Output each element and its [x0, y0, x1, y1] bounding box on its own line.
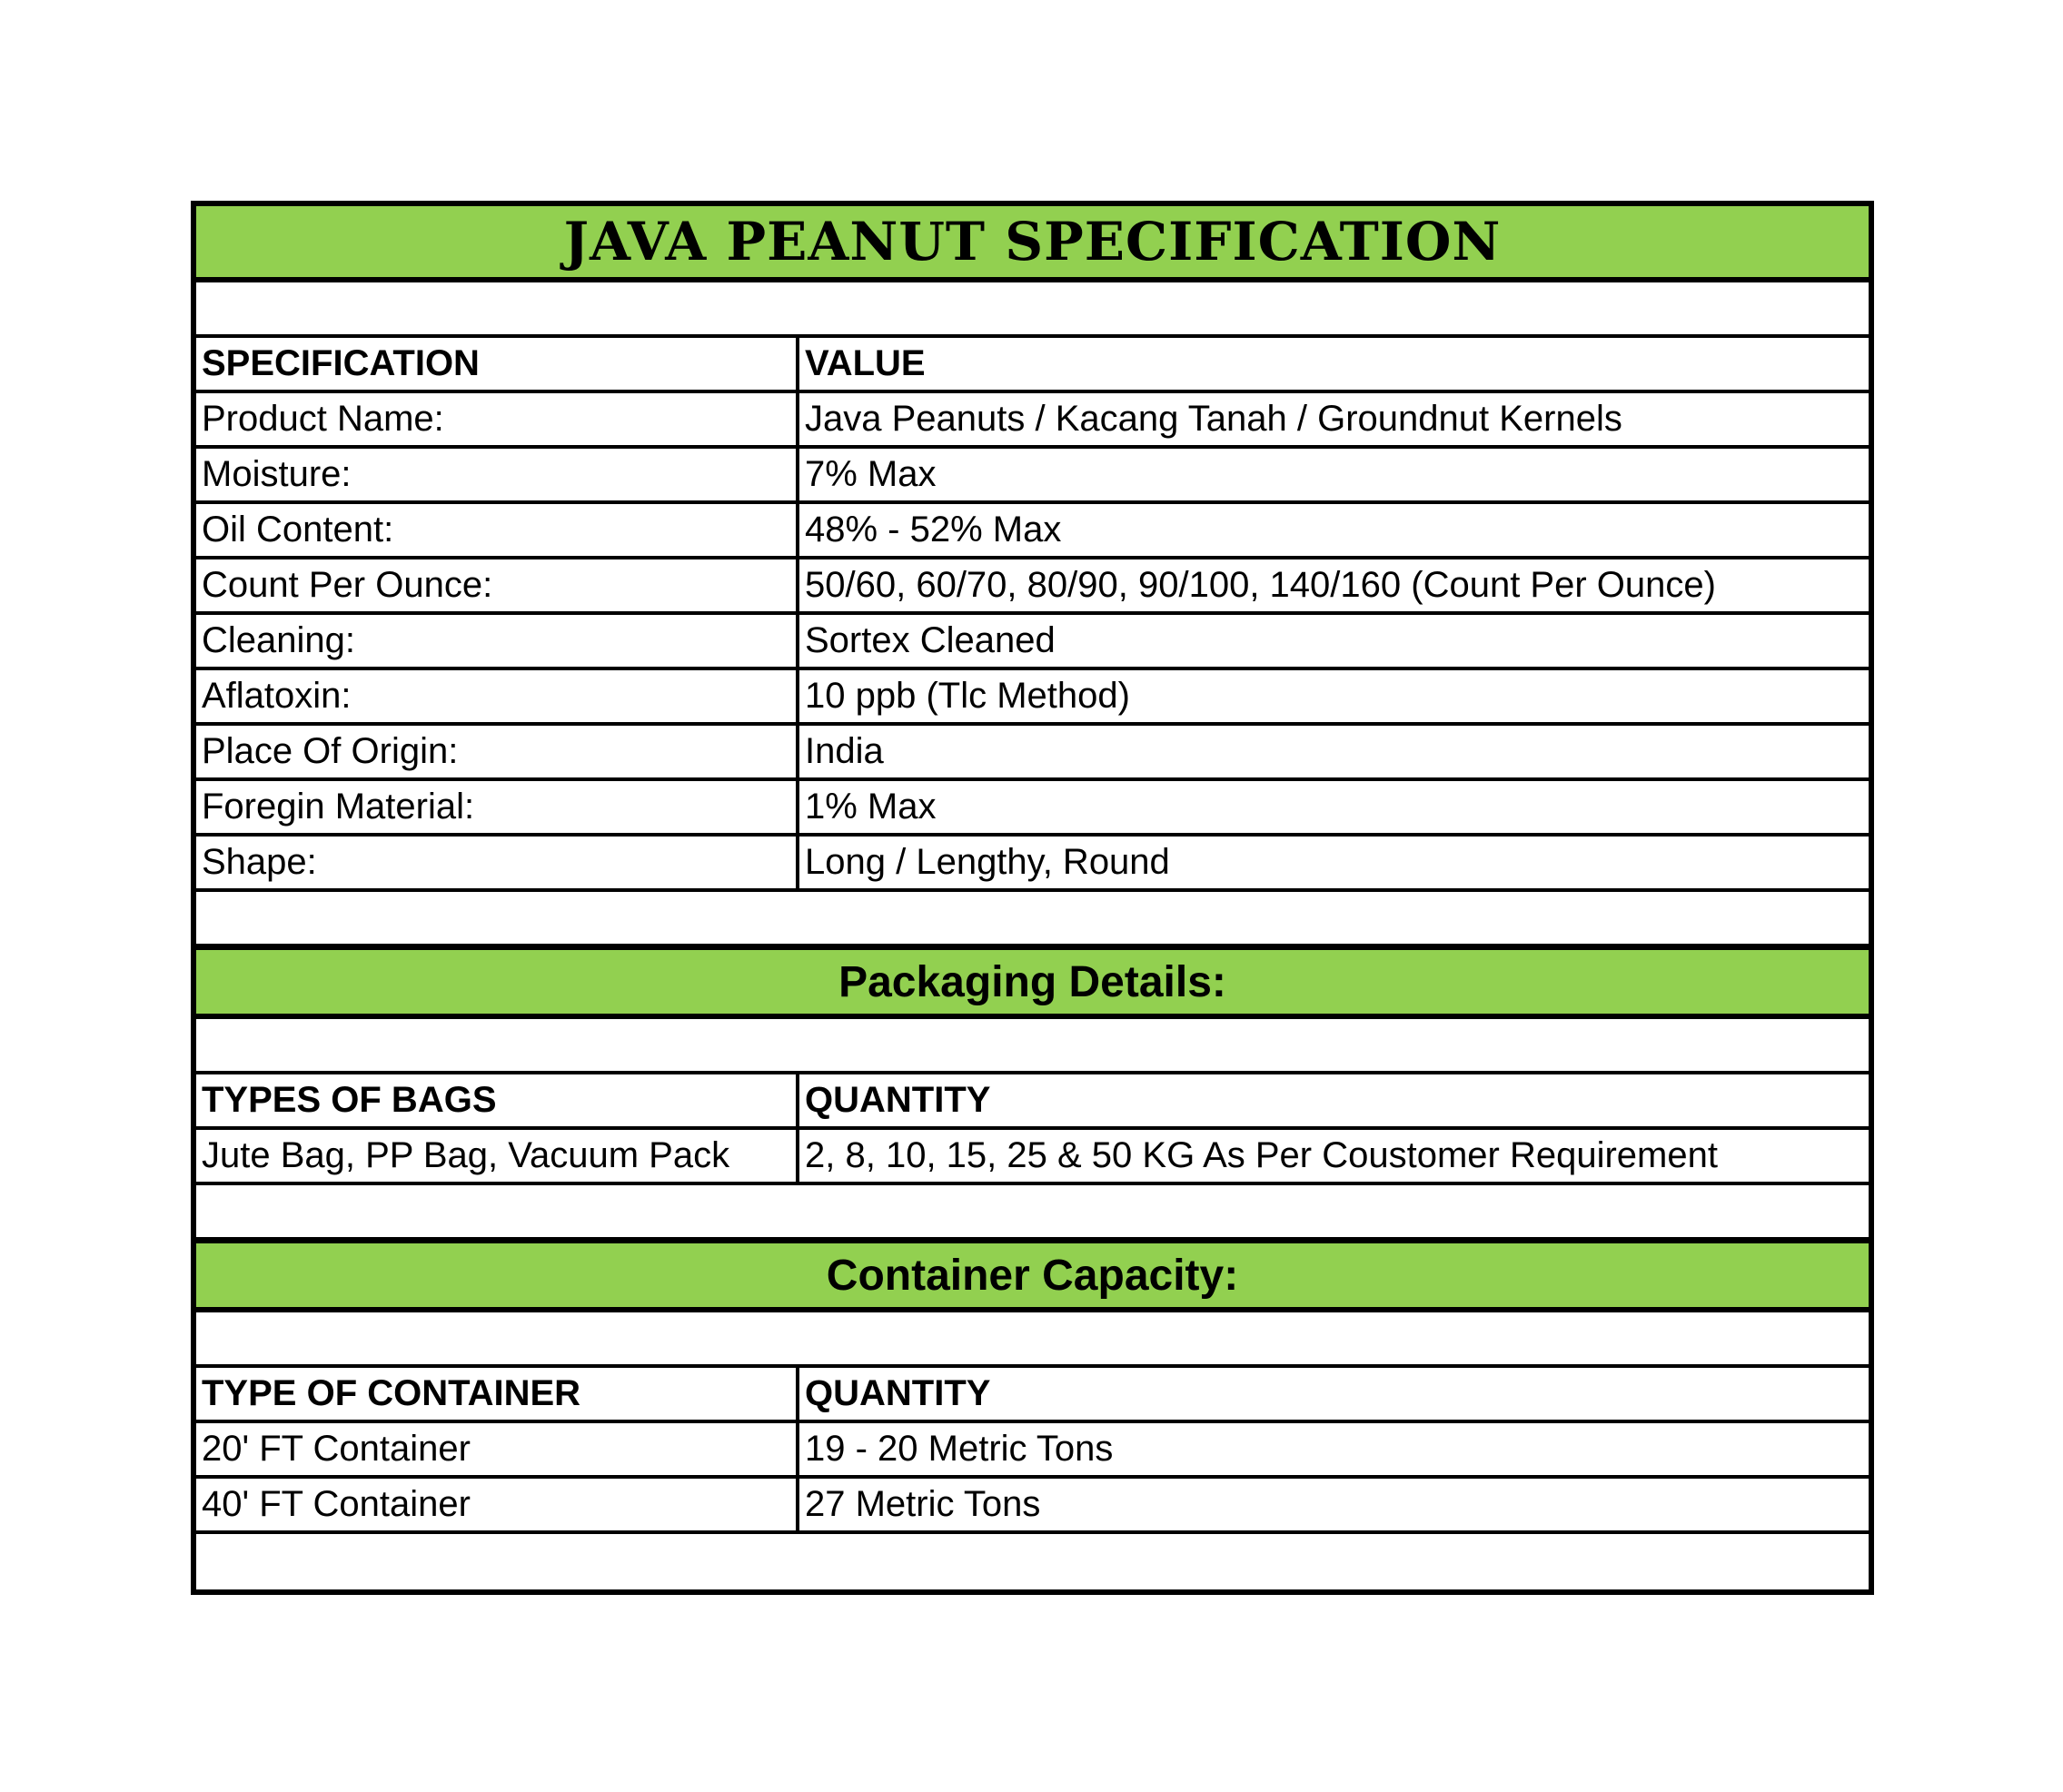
packaging-value: 2, 8, 10, 15, 25 & 50 KG As Per Coustomer Requirement [805, 1135, 1718, 1175]
spec-value: Java Peanuts / Kacang Tanah / Groundnut Kernels [805, 399, 1622, 439]
spec-value: 48% - 52% Max [805, 510, 1062, 549]
spec-value: Sortex Cleaned [805, 620, 1056, 660]
packaging-label: Jute Bag, PP Bag, Vacuum Pack [196, 1130, 799, 1182]
spec-label: Oil Content: [196, 504, 799, 556]
spec-value: 1% Max [805, 787, 937, 827]
container-label: 40' FT Container [196, 1479, 799, 1530]
title-band [196, 206, 1869, 282]
container-value: 27 Metric Tons [805, 1484, 1041, 1524]
packaging-title: Packaging Details: [838, 957, 1226, 1006]
spec-value: 10 ppb (Tlc Method) [805, 676, 1130, 716]
spec-label: Moisture: [196, 449, 799, 500]
blank-row [196, 1534, 1869, 1589]
container-band [196, 1241, 1869, 1312]
packaging-header-value: QUANTITY [805, 1080, 991, 1120]
container-value: 19 - 20 Metric Tons [805, 1429, 1114, 1469]
spec-header-row [196, 338, 1869, 393]
table-row [196, 393, 1869, 449]
table-row [196, 837, 1869, 892]
blank-row [196, 282, 1869, 338]
spec-value: 7% Max [805, 454, 937, 494]
blank-row [196, 1019, 1869, 1074]
table-row [196, 670, 1869, 726]
blank-row [196, 892, 1869, 947]
table-row [196, 504, 1869, 559]
table-row [196, 1479, 1869, 1534]
container-header-value: QUANTITY [805, 1373, 991, 1413]
spec-value: 50/60, 60/70, 80/90, 90/100, 140/160 (Count Per Ounce) [805, 565, 1716, 605]
spec-value: India [805, 731, 884, 771]
container-label: 20' FT Container [196, 1423, 799, 1475]
spec-label: Place Of Origin: [196, 726, 799, 777]
container-header-label: TYPE OF CONTAINER [196, 1368, 799, 1420]
table-row [196, 726, 1869, 781]
packaging-band [196, 947, 1869, 1019]
blank-row [196, 1312, 1869, 1368]
spec-label: Product Name: [196, 393, 799, 445]
spec-label: Cleaning: [196, 615, 799, 667]
table-row [196, 1130, 1869, 1185]
spec-sheet [191, 201, 1874, 1595]
spec-label: Shape: [196, 837, 799, 888]
spec-label: Aflatoxin: [196, 670, 799, 722]
table-row [196, 781, 1869, 837]
table-row [196, 559, 1869, 615]
packaging-header-row [196, 1074, 1869, 1130]
blank-row [196, 1185, 1869, 1241]
spec-label: Foregin Material: [196, 781, 799, 833]
container-title: Container Capacity: [826, 1251, 1239, 1300]
spec-header-label: SPECIFICATION [196, 338, 799, 390]
page-title: JAVA PEANUT SPECIFICATION [563, 211, 1502, 272]
packaging-header-label: TYPES OF BAGS [196, 1074, 799, 1126]
spec-label: Count Per Ounce: [196, 559, 799, 611]
table-row [196, 1423, 1869, 1479]
spec-header-value: VALUE [805, 343, 926, 383]
container-header-row [196, 1368, 1869, 1423]
table-row [196, 615, 1869, 670]
table-row [196, 449, 1869, 504]
spec-value: Long / Lengthy, Round [805, 842, 1170, 882]
